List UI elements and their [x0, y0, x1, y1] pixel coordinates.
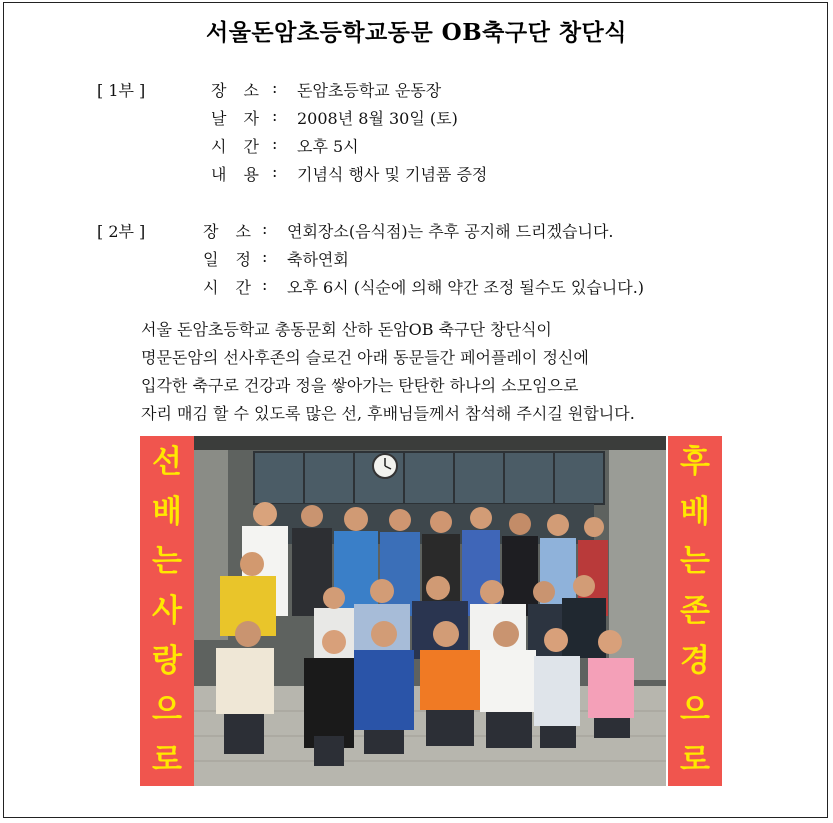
row-label: 내 용	[211, 165, 265, 184]
row-colon: :	[262, 247, 268, 266]
right-banner	[668, 436, 722, 786]
part1-label: [ 1부 ]	[97, 81, 146, 100]
paragraph-line: 입각한 축구로 건강과 정을 쌓아가는 탄탄한 하나의 소모임으로	[141, 376, 579, 395]
row-value: 2008년 8월 30일 (토)	[297, 109, 458, 128]
banner-char: 는	[152, 543, 182, 580]
row-colon: :	[262, 275, 268, 294]
banner-char: 로	[152, 741, 182, 778]
invitation-paragraph	[141, 316, 761, 428]
row-label: 시 간	[203, 278, 257, 297]
row-colon: :	[272, 106, 278, 125]
paragraph-line: 서울 돈암초등학교 총동문회 산하 돈암OB 축구단 창단식이	[141, 320, 552, 339]
banner-char: 경	[680, 642, 710, 679]
row-label: 장 소	[203, 222, 257, 241]
banner-char: 랑	[152, 642, 182, 679]
banner-char: 는	[680, 543, 710, 580]
row-label: 시 간	[211, 137, 265, 156]
row-value: 축하연회	[287, 250, 349, 269]
banner-char: 으	[680, 692, 710, 729]
left-banner	[140, 436, 194, 786]
group-photo	[194, 436, 666, 786]
paragraph-line: 자리 매김 할 수 있도록 많은 선, 후배님들께서 참석해 주시길 원합니다.	[141, 404, 635, 423]
page-title: 서울돈암초등학교동문 OB축구단 창단식	[206, 19, 627, 46]
banner-char: 배	[680, 493, 710, 530]
banner-char: 존	[680, 592, 710, 629]
row-value: 기념식 행사 및 기념품 증정	[297, 165, 488, 184]
part2-label: [ 2부 ]	[97, 222, 146, 241]
banner-char: 사	[152, 592, 182, 629]
row-label: 날 자	[211, 109, 265, 128]
banner-char: 으	[152, 692, 182, 729]
row-label: 일 정	[203, 250, 257, 269]
banner-char: 로	[680, 741, 710, 778]
row-colon: :	[272, 134, 278, 153]
row-value: 연회장소(음식점)는 추후 공지해 드리겠습니다.	[287, 222, 614, 241]
row-colon: :	[272, 162, 278, 181]
row-colon: :	[262, 219, 268, 238]
row-value: 오후 5시	[297, 137, 359, 156]
row-colon: :	[272, 78, 278, 97]
banner-char: 후	[680, 444, 710, 480]
row-value: 돈암초등학교 운동장	[297, 81, 442, 100]
banner-char: 배	[152, 493, 182, 530]
paragraph-line: 명문돈암의 선사후존의 슬로건 아래 동문들간 페어플레이 정신에	[141, 348, 589, 367]
banner-char: 선	[152, 444, 182, 480]
row-label: 장 소	[211, 81, 265, 100]
row-value: 오후 6시 (식순에 의해 약간 조정 될수도 있습니다.)	[287, 278, 645, 297]
group-photo-illustration	[194, 436, 666, 786]
